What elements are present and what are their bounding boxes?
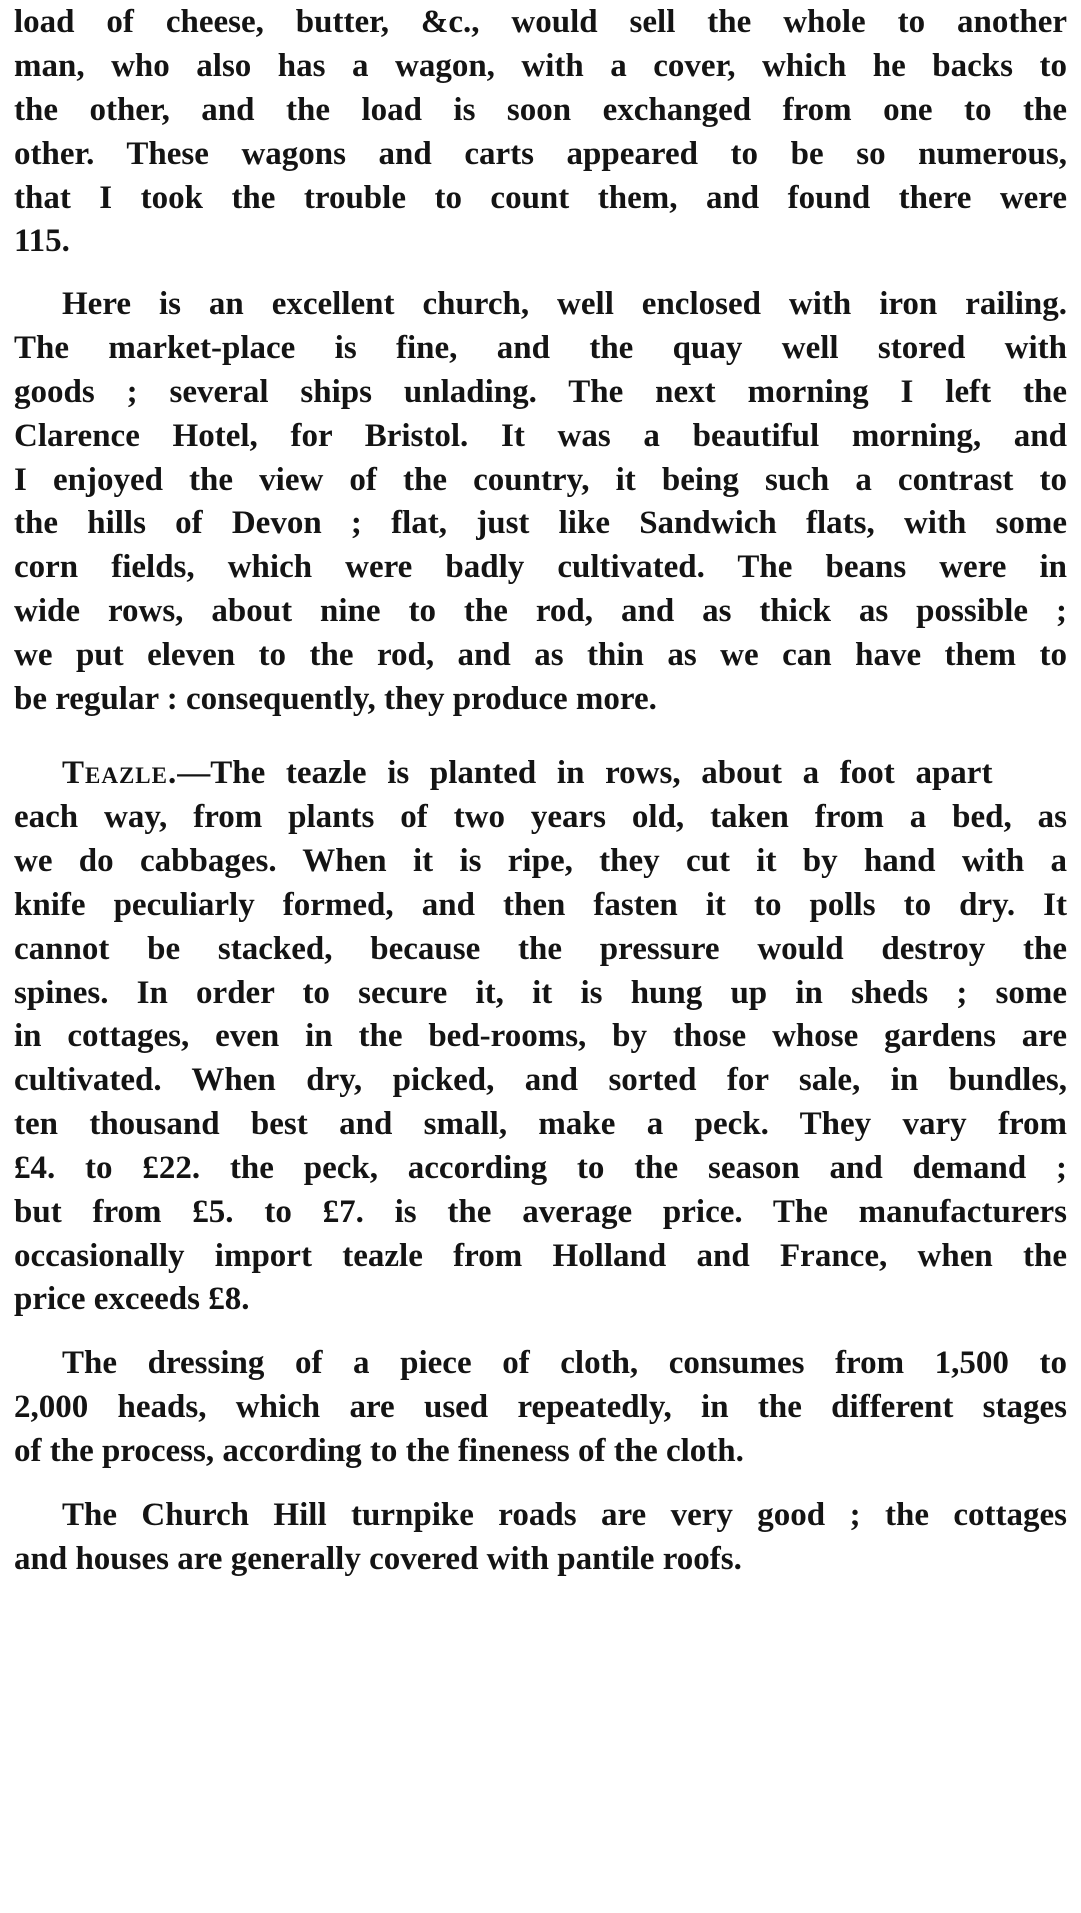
text-line: cultivated. When dry, picked, and sorted for sale, in bundles, (14, 1062, 1067, 1098)
text-line: load of cheese, butter, &c., would sell the whole to another (14, 4, 1067, 40)
text-line: wide rows, about nine to the rod, and as thick as possible ; (14, 593, 1067, 629)
text-line: price exceeds £8. (14, 1281, 250, 1317)
section-heading: Teazle. (62, 755, 178, 791)
text-line: of the process, according to the fineness of the cloth. (14, 1433, 744, 1469)
text-line: cannot be stacked, because the pressure would destroy the (14, 931, 1067, 967)
text-line: corn fields, which were badly cultivated. The beans were in (14, 549, 1067, 585)
text-line: The dressing of a piece of cloth, consumes from 1,500 to (62, 1345, 1067, 1381)
text-line: spines. In order to secure it, it is hung up in sheds ; some (14, 975, 1067, 1011)
text-line: I enjoyed the view of the country, it being such a contrast to (14, 462, 1067, 498)
text-line: knife peculiarly formed, and then fasten it to polls to dry. It (14, 887, 1067, 923)
text-line: each way, from plants of two years old, taken from a bed, as (14, 799, 1067, 835)
text-line: man, who also has a wagon, with a cover, which he backs to (14, 48, 1067, 84)
text-line: and houses are generally covered with pantile roofs. (14, 1541, 742, 1577)
text-line: The market-place is fine, and the quay well stored with (14, 330, 1067, 366)
text-line: in cottages, even in the bed-rooms, by those whose gardens are (14, 1018, 1067, 1054)
text-line-rest: —The teazle is planted in rows, about a foot apart (177, 755, 993, 791)
text-line: we put eleven to the rod, and as thin as we can have them to (14, 637, 1067, 673)
text-line: the hills of Devon ; flat, just like Sandwich flats, with some (14, 505, 1067, 541)
text-line: Here is an excellent church, well enclosed with iron railing. (62, 286, 1067, 322)
text-line: 2,000 heads, which are used repeatedly, in the different stages (14, 1389, 1067, 1425)
text-line: goods ; several ships unlading. The next morning I left the (14, 374, 1067, 410)
text-line: that I took the trouble to count them, and found there were (14, 180, 1067, 216)
text-line: but from £5. to £7. is the average price. The manufacturers (14, 1194, 1067, 1230)
text-line: occasionally import teazle from Holland and France, when the (14, 1238, 1067, 1274)
text-line: ten thousand best and small, make a peck. They vary from (14, 1106, 1067, 1142)
text-line: 115. (14, 223, 70, 259)
text-line: the other, and the load is soon exchanged from one to the (14, 92, 1067, 128)
text-line: Clarence Hotel, for Bristol. It was a beautiful morning, and (14, 418, 1067, 454)
text-line: £4. to £22. the peck, according to the season and demand ; (14, 1150, 1067, 1186)
text-line: be regular : consequently, they produce more. (14, 681, 657, 717)
text-line: we do cabbages. When it is ripe, they cut it by hand with a (14, 843, 1067, 879)
text-line: The Church Hill turnpike roads are very good ; the cottages (62, 1497, 1067, 1533)
text-line: other. These wagons and carts appeared to be so numerous, (14, 136, 1067, 172)
